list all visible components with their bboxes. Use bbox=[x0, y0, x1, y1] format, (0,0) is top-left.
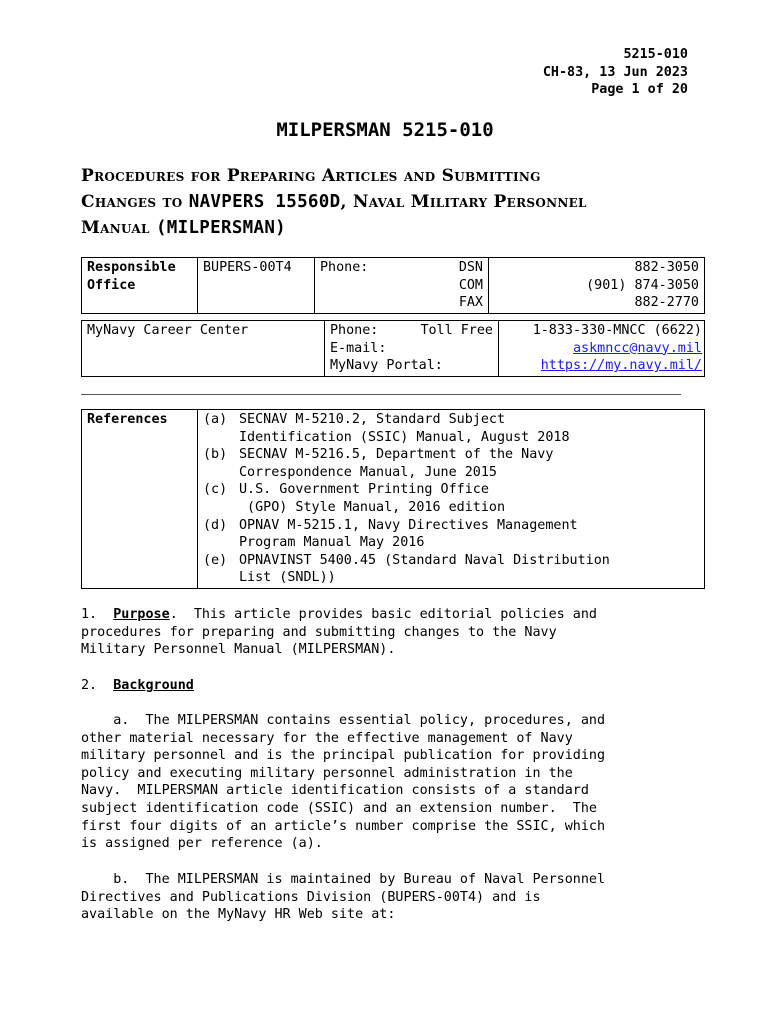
phone-label: Phone: bbox=[330, 323, 379, 338]
subtitle-text: , Naval Military Personnel bbox=[340, 192, 587, 212]
portal-link[interactable]: https://my.navy.mil/ bbox=[540, 358, 702, 374]
section-heading: Background bbox=[113, 678, 194, 693]
reference-text: OPNAV M-5215.1, Navy Directives Management bbox=[239, 517, 578, 533]
career-center-name: MyNavy Career Center bbox=[82, 321, 325, 377]
office-cell: BUPERS-00T4 bbox=[198, 258, 315, 314]
reference-text: List (SNDL)) bbox=[239, 570, 336, 586]
responsible-label: Responsible bbox=[87, 260, 176, 275]
responsible-office-table bbox=[81, 257, 705, 314]
reference-text: Program Manual May 2016 bbox=[239, 535, 425, 551]
subtitle-line-1: Procedures for Preparing Articles and Submitting bbox=[81, 166, 541, 186]
reference-item bbox=[203, 481, 699, 516]
responsible-label-cell bbox=[82, 258, 198, 314]
contact-labels-cell bbox=[325, 321, 499, 377]
paragraph-2b: b. The MILPERSMAN is maintained by Bureau of Naval Personnel Directives and Publications Division (BUPERS-00T4) and is available on the MyNavy HR Web site at: bbox=[81, 872, 606, 923]
horizontal-rule bbox=[81, 394, 681, 395]
page-header bbox=[543, 46, 688, 99]
change-date: CH-83, 13 Jun 2023 bbox=[542, 64, 688, 80]
references-table bbox=[81, 409, 705, 589]
dsn-number: 882-3050 bbox=[634, 260, 699, 275]
reference-text: SECNAV M-5210.2, Standard Subject bbox=[239, 412, 506, 427]
section-background bbox=[81, 677, 681, 695]
section-heading: Purpose bbox=[113, 607, 170, 622]
contact-values-cell bbox=[499, 321, 705, 377]
article-number: 5215-010 bbox=[623, 47, 688, 62]
subtitle-text: Changes to bbox=[81, 192, 189, 212]
reference-letter: (a) bbox=[203, 412, 228, 427]
email-link[interactable]: askmncc@navy.mil bbox=[573, 340, 702, 356]
reference-item bbox=[203, 517, 699, 552]
reference-text: SECNAV M-5216.5, Department of the Navy bbox=[239, 447, 554, 463]
career-center-table bbox=[81, 320, 705, 377]
subtitle-navpers: NAVPERS 15560D bbox=[188, 192, 341, 212]
references-list-cell bbox=[198, 410, 705, 589]
reference-text: U.S. Government Printing Office bbox=[239, 482, 489, 498]
com-number: (901) 874-3050 bbox=[586, 277, 699, 293]
portal-label: MyNavy Portal: bbox=[330, 358, 443, 374]
phone-type-cell bbox=[315, 258, 489, 314]
reference-item bbox=[203, 446, 699, 481]
toll-free-label: Toll Free bbox=[420, 323, 493, 338]
reference-letter: (d) bbox=[203, 517, 228, 533]
article-subtitle bbox=[81, 163, 701, 241]
reference-item bbox=[203, 411, 699, 446]
reference-text: OPNAVINST 5400.45 (Standard Naval Distribution bbox=[239, 552, 610, 568]
phone-type-dsn: DSN bbox=[458, 260, 483, 275]
section-text: . This article provides basic editorial policies and procedures for preparing and submitting changes to the Navy Military Personnel Manual (MILPERSMAN). bbox=[81, 607, 597, 658]
reference-letter: (b) bbox=[203, 447, 228, 463]
phone-type-fax: FAX bbox=[458, 295, 483, 311]
fax-number: 882-2770 bbox=[634, 295, 699, 311]
phone-label: Phone: bbox=[320, 260, 369, 275]
subtitle-milpersman: (MILPERSMAN) bbox=[155, 218, 286, 238]
subtitle-line-2 bbox=[81, 189, 701, 215]
subtitle-line-3 bbox=[81, 215, 701, 241]
reference-letter: (c) bbox=[203, 482, 228, 498]
references-list bbox=[203, 411, 699, 587]
toll-free-number: 1-833-330-MNCC (6622) bbox=[532, 323, 702, 338]
subtitle-text: Manual bbox=[81, 218, 156, 238]
page-title: MILPERSMAN 5215-010 bbox=[276, 119, 494, 141]
section-number: 2. bbox=[81, 678, 114, 693]
phone-number-cell bbox=[489, 258, 705, 314]
section-number: 1. bbox=[81, 607, 114, 622]
reference-item bbox=[203, 552, 699, 587]
page-number: Page 1 of 20 bbox=[591, 82, 688, 98]
office-label: Office bbox=[87, 277, 136, 293]
references-label: References bbox=[82, 410, 198, 589]
email-label: E-mail: bbox=[330, 340, 387, 356]
reference-text: Identification (SSIC) Manual, August 2018 bbox=[239, 429, 570, 445]
section-purpose bbox=[81, 606, 681, 659]
reference-text: (GPO) Style Manual, 2016 edition bbox=[239, 499, 506, 515]
phone-type-com: COM bbox=[458, 277, 483, 293]
reference-letter: (e) bbox=[203, 552, 228, 568]
reference-text: Correspondence Manual, June 2015 bbox=[239, 464, 497, 480]
paragraph-2a: a. The MILPERSMAN contains essential policy, procedures, and other material necessary for the effective management of Navy military personnel and is the principal publication for providing policy and executing military personnel administration in the Navy. MILPERSMAN article identification consists of a standard subject identification code (SSIC) and an extension number. The first four digits of an article’s number comprise the SSIC, which is assigned per reference (a). bbox=[81, 713, 606, 852]
